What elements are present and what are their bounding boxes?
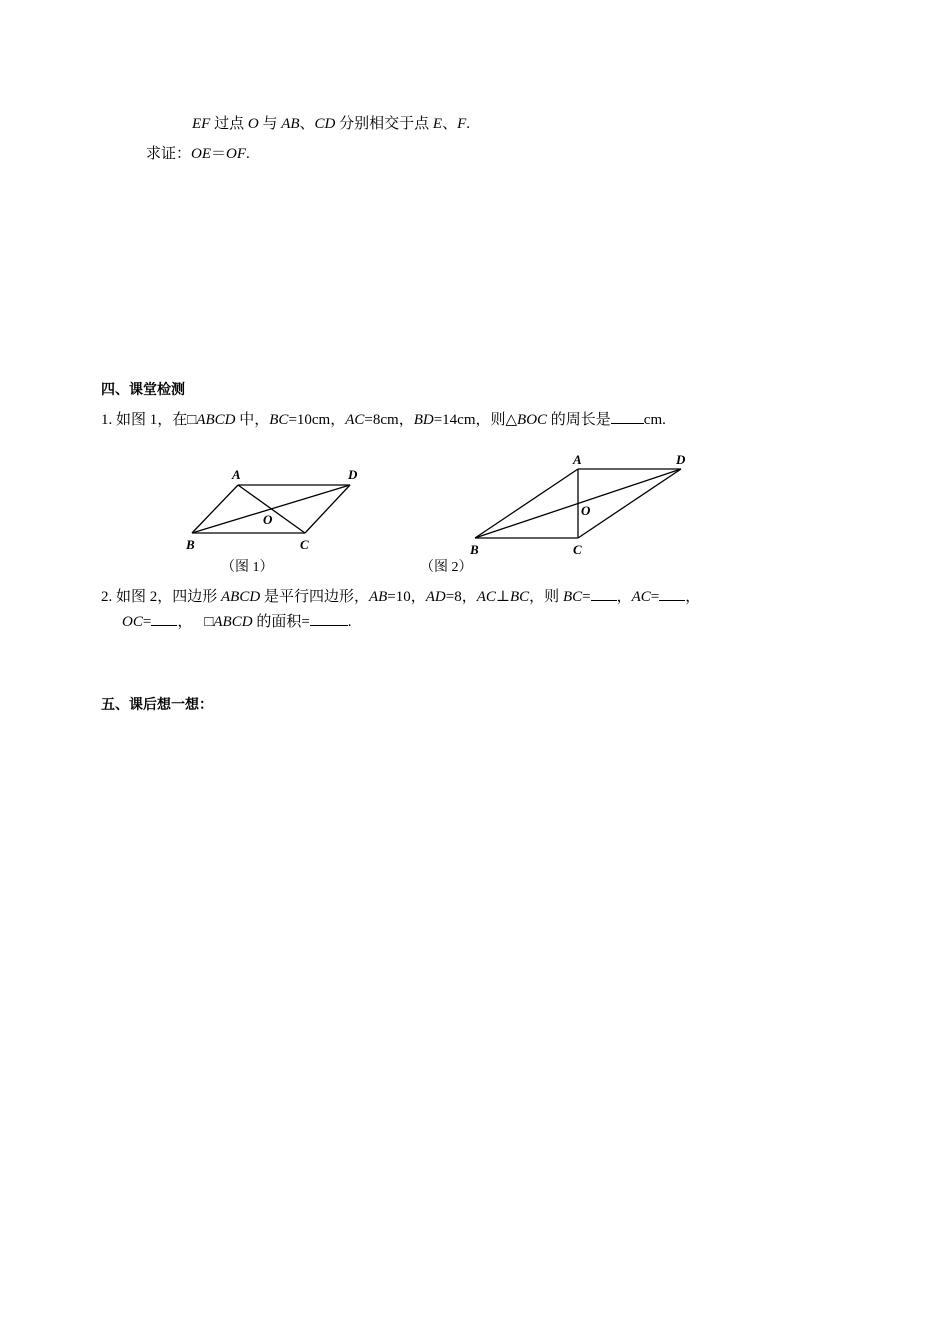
proof-line-1: EF 过点 O 与 AB、CD 分别相交于点 E、F. [192, 116, 471, 132]
answer-blank-bc[interactable] [591, 586, 617, 601]
fig2-label-d: D [676, 452, 686, 467]
section-5-heading: 五、课后想一想： [101, 697, 213, 713]
fig1-label-c: C [300, 537, 309, 552]
fig1-label-a: A [232, 467, 241, 482]
answer-blank-ac[interactable] [659, 586, 685, 601]
parallelogram-symbol: □ [187, 412, 197, 428]
proof-line-2: 求证：OE＝OF. [146, 146, 250, 162]
segment-ef: EF [192, 116, 211, 132]
parallelogram-symbol: □ [204, 614, 214, 630]
question-2-line-2: OC= ， □ABCD 的面积= . [122, 611, 352, 632]
question-2-line-1: 2. 如图 2，四边形 ABCD 是平行四边形，AB=10，AD=8，AC⊥BC，则 BC= ，AC= ， [101, 586, 700, 607]
fig1-label-o: O [263, 512, 273, 527]
answer-blank-area[interactable] [310, 611, 348, 626]
fig1-caption: （图 1） [221, 560, 274, 575]
fig2-label-c: C [573, 542, 582, 557]
answer-blank-perimeter[interactable] [611, 409, 644, 424]
fig2-label-a: A [573, 452, 582, 467]
figure-2-parallelogram [410, 445, 710, 580]
fig2-label-o: O [581, 503, 591, 518]
answer-blank-oc[interactable] [151, 611, 177, 626]
fig1-label-d: D [348, 467, 358, 482]
fig2-side-ba [475, 469, 578, 538]
fig2-caption: （图 2） [420, 560, 473, 575]
fig2-side-dc [578, 469, 681, 538]
section-4-heading: 四、课堂检测 [101, 382, 185, 398]
question-1: 1. 如图 1，在□ABCD 中，BC=10cm，AC=8cm，BD=14cm，则△BOC 的周长是 cm. [101, 409, 666, 430]
fig1-label-b: B [186, 537, 195, 552]
fig2-label-b: B [470, 542, 479, 557]
figure-1-parallelogram [180, 460, 380, 580]
